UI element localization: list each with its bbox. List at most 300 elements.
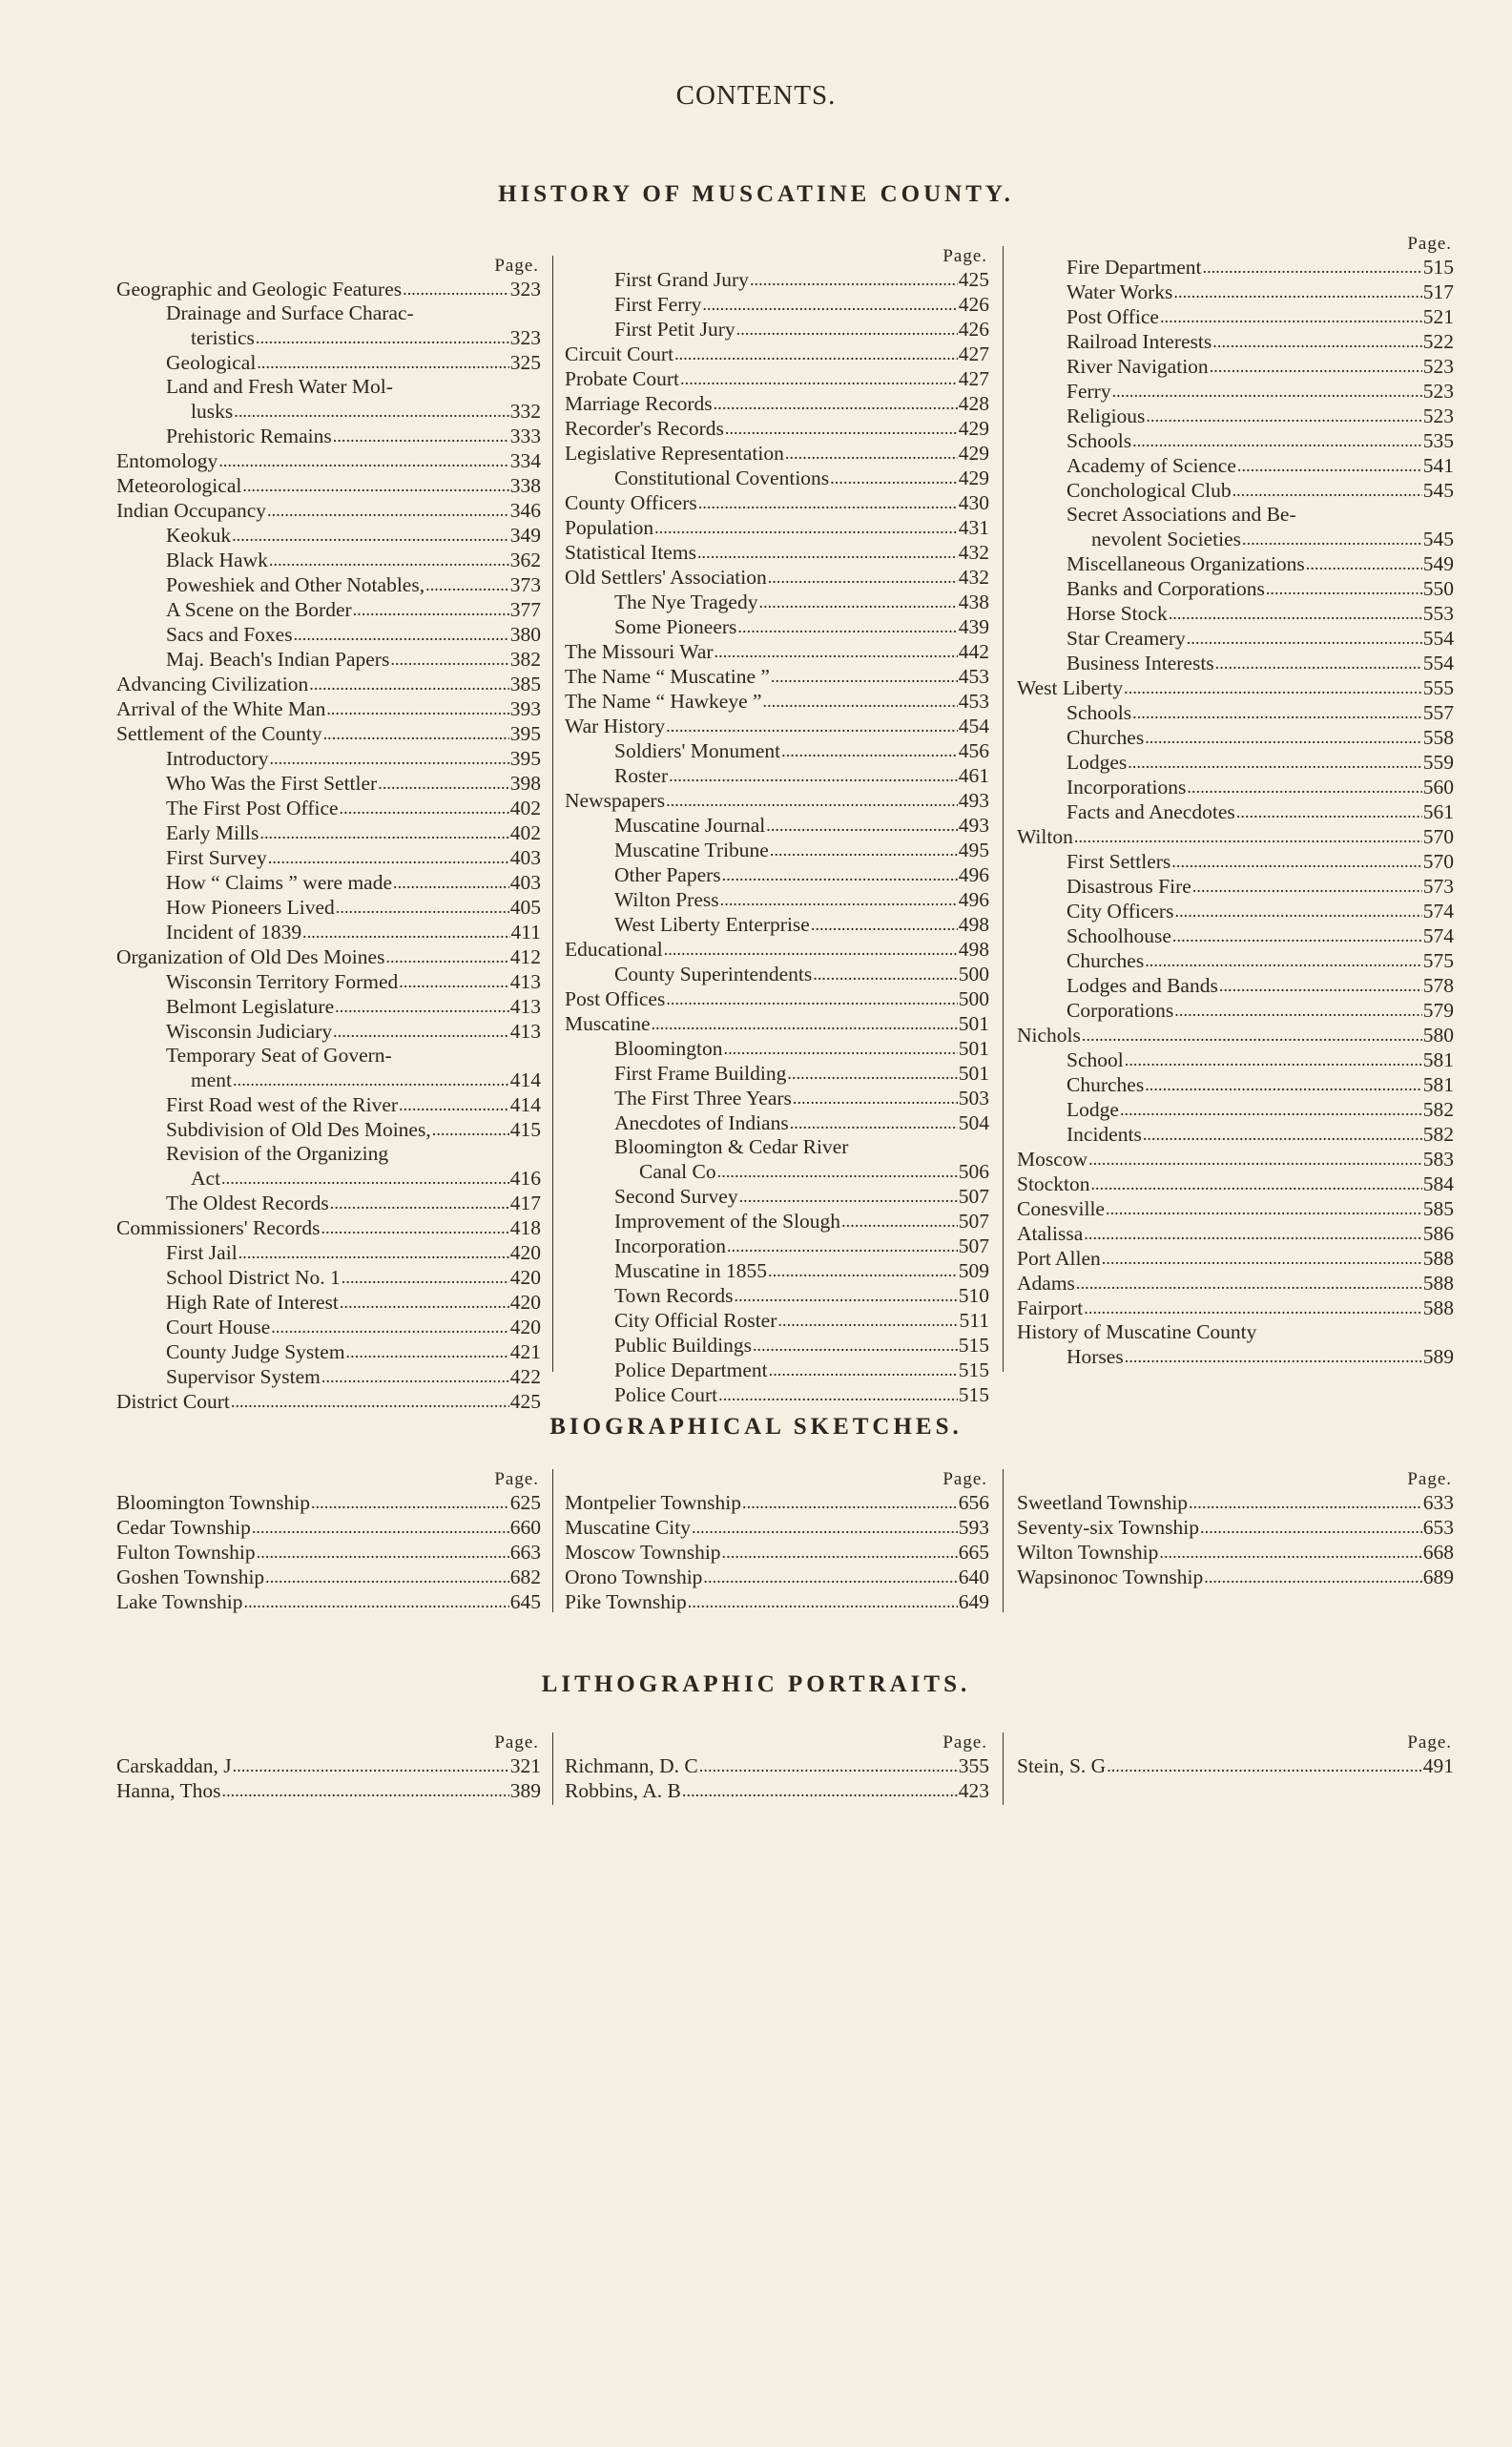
toc-entry (565, 490, 989, 515)
toc-entry (565, 1036, 989, 1061)
toc-entry (1017, 379, 1454, 404)
toc-entry-page: 380 (509, 623, 541, 646)
dot-leader (1306, 551, 1422, 576)
toc-entry (565, 317, 989, 342)
dot-leader (1174, 998, 1421, 1023)
toc-entry-title: The Name “ Hawkeye ” (565, 690, 762, 713)
toc-entry-page: 493 (958, 789, 989, 812)
toc-entry-title: Marriage Records (565, 392, 713, 415)
page-column-label: Page. (494, 1732, 539, 1752)
dot-leader (758, 590, 957, 614)
toc-entry (1017, 1565, 1454, 1589)
toc-entry (1017, 551, 1454, 576)
toc-entry (565, 1234, 989, 1258)
toc-entry (1017, 329, 1454, 354)
toc-entry (1017, 973, 1454, 998)
dot-leader (770, 838, 958, 862)
toc-entry-title: Constitutional Coventions (614, 467, 830, 489)
toc-entry-page: 593 (958, 1516, 989, 1539)
toc-entry-title: First Settlers (1067, 850, 1171, 873)
toc-entry (1017, 601, 1454, 626)
toc-entry (565, 738, 989, 763)
dot-leader (811, 912, 958, 937)
toc-entry-page: 580 (1422, 1024, 1454, 1047)
dot-leader (698, 490, 958, 515)
toc-entry-title: First Frame Building (614, 1062, 787, 1085)
toc-entry-title: Bloomington & Cedar River (614, 1135, 849, 1158)
dot-leader (692, 1515, 958, 1540)
toc-entry (116, 1068, 541, 1092)
toc-entry-title: Police Department (614, 1358, 768, 1381)
lithographic-heading: LITHOGRAPHIC PORTRAITS. (541, 1671, 971, 1697)
dot-leader (346, 1339, 509, 1364)
toc-entry (116, 672, 541, 696)
dot-leader (425, 572, 509, 597)
toc-entry-title: Subdivision of Old Des Moines, (166, 1118, 431, 1141)
toc-entry-page: 515 (1422, 256, 1454, 279)
history-column-3 (1017, 234, 1454, 1369)
toc-entry-page: 500 (958, 987, 989, 1010)
toc-entry (1017, 1753, 1454, 1778)
dot-leader (753, 1333, 958, 1358)
toc-entry-title: Canal Co (639, 1160, 716, 1183)
toc-entry-page: 427 (958, 367, 989, 390)
toc-entry (116, 721, 541, 746)
dot-leader (787, 1061, 957, 1086)
toc-entry (565, 1061, 989, 1086)
toc-entry-page: 421 (509, 1340, 541, 1363)
toc-entry-title: Land and Fresh Water Mol- (166, 375, 393, 398)
dot-leader (232, 523, 509, 548)
toc-entry-title: Fulton Township (116, 1541, 256, 1564)
dot-leader (1204, 1565, 1422, 1589)
toc-entry (116, 1490, 541, 1515)
toc-entry-title: Wisconsin Judiciary (166, 1020, 333, 1043)
dot-leader (1125, 1047, 1422, 1072)
toc-entry-title: History of Muscatine County (1017, 1320, 1257, 1343)
dot-leader (1173, 280, 1421, 304)
dot-leader (234, 399, 509, 424)
toc-entry-title: First Road west of the River (166, 1093, 399, 1116)
biographical-column-2 (565, 1469, 1004, 1612)
toc-entry (565, 267, 989, 292)
toc-entry-page: 668 (1422, 1541, 1454, 1564)
toc-entry-title: Commissioners' Records (116, 1216, 321, 1239)
toc-entry-page: 413 (509, 970, 541, 993)
toc-entry-page: 582 (1422, 1098, 1454, 1121)
toc-entry-page: 417 (509, 1192, 541, 1214)
page-column-label: Page. (1407, 1469, 1452, 1489)
toc-entry-page: 420 (509, 1266, 541, 1289)
toc-entry-page: 522 (1422, 330, 1454, 353)
toc-entry-page: 321 (509, 1754, 541, 1777)
dot-leader (385, 944, 508, 969)
dot-leader (302, 920, 509, 944)
toc-entry-title: First Survey (166, 846, 267, 869)
page-column-label: Page. (494, 256, 539, 276)
toc-entry-page: 515 (958, 1358, 989, 1381)
toc-entry-page: 423 (958, 1779, 989, 1802)
biographical-heading: BIOGRAPHICAL SKETCHES. (549, 1414, 963, 1440)
toc-entry-title: War History (565, 715, 666, 737)
toc-entry (116, 1265, 541, 1290)
toc-entry (116, 1515, 541, 1540)
dot-leader (238, 1240, 509, 1265)
toc-entry (116, 424, 541, 448)
toc-entry (565, 1778, 989, 1803)
dot-leader (688, 1589, 958, 1614)
toc-entry (1017, 775, 1454, 799)
dot-leader (666, 788, 958, 813)
toc-entry-page: 507 (958, 1234, 989, 1257)
toc-entry-page: 334 (509, 449, 541, 472)
dot-leader (714, 391, 958, 416)
dot-leader (737, 614, 957, 639)
toc-entry-title: River Navigation (1067, 355, 1209, 378)
toc-entry-title: Stein, S. G (1017, 1754, 1107, 1777)
toc-entry-title: Schools (1067, 701, 1132, 724)
toc-entry-page: 523 (1422, 380, 1454, 403)
toc-entry-page: 553 (1422, 602, 1454, 625)
toc-entry-title: Corporations (1067, 999, 1174, 1022)
toc-entry-page: 422 (509, 1365, 541, 1388)
toc-entry (565, 1490, 989, 1515)
toc-entry-page: 346 (509, 499, 541, 522)
toc-entry (116, 1191, 541, 1215)
toc-entry (116, 870, 541, 895)
biographical-column-3 (1017, 1469, 1454, 1589)
toc-entry-page: 439 (958, 615, 989, 638)
toc-entry-title: Entomology (116, 449, 218, 472)
lithographic-column-1 (116, 1732, 553, 1805)
dot-leader (768, 565, 958, 590)
dot-leader (1219, 973, 1422, 998)
toc-entry-title: Advancing Civilization (116, 673, 309, 695)
dot-leader (309, 672, 509, 696)
toc-entry-title: Soldiers' Monument (614, 739, 781, 762)
toc-entry-title: Revision of the Organizing (166, 1142, 389, 1165)
toc-entry (116, 1092, 541, 1117)
toc-entry-page: 645 (509, 1590, 541, 1613)
toc-entry-title: Statistical Items (565, 541, 696, 564)
dot-leader (652, 1011, 958, 1036)
toc-entry-title: Adams (1017, 1272, 1075, 1295)
toc-entry-title: Who Was the First Settler (166, 772, 378, 795)
toc-entry (1017, 478, 1454, 503)
toc-entry-title: West Liberty (1017, 676, 1124, 699)
toc-entry (116, 277, 541, 301)
toc-entry (1017, 354, 1454, 379)
toc-entry-title: Banks and Corporations (1067, 577, 1265, 600)
dot-leader (1145, 1072, 1422, 1097)
toc-entry-title: Orono Township (565, 1566, 703, 1588)
toc-entry-page: 663 (509, 1541, 541, 1564)
toc-entry (116, 325, 541, 350)
toc-entry-title: Probate Court (565, 367, 680, 390)
dot-leader (763, 689, 958, 714)
toc-entry-title: Seventy-six Township (1017, 1516, 1200, 1539)
toc-entry-title: Moscow Township (565, 1541, 721, 1564)
toc-entry-title: Legislative Representation (565, 442, 784, 465)
toc-entry-title: Carskaddan, J (116, 1754, 232, 1777)
toc-entry-title: Wisconsin Territory Formed (166, 970, 399, 993)
toc-entry (565, 1308, 989, 1333)
toc-entry (565, 639, 989, 664)
toc-entry-page: 429 (958, 467, 989, 489)
dot-leader (720, 887, 958, 912)
toc-entry-page: 557 (1422, 701, 1454, 724)
dot-leader (269, 746, 508, 771)
toc-entry-title: Sacs and Foxes (166, 623, 293, 646)
toc-entry-page: 503 (958, 1087, 989, 1109)
dot-leader (1125, 1344, 1422, 1369)
dot-leader (750, 267, 958, 292)
dot-leader (323, 721, 509, 746)
dot-leader (233, 1753, 509, 1778)
toc-entry-page: 403 (509, 846, 541, 869)
dot-leader (1236, 799, 1422, 824)
toc-entry-title: Post Office (1067, 305, 1159, 328)
dot-leader (233, 1068, 509, 1092)
toc-entry-title: Star Creamery (1067, 627, 1186, 650)
toc-entry-title: Fairport (1017, 1296, 1084, 1319)
toc-entry-page: 493 (958, 814, 989, 837)
toc-entry-page: 402 (509, 821, 541, 844)
dot-leader (771, 664, 958, 689)
toc-entry-title: Railroad Interests (1067, 330, 1212, 353)
toc-entry (565, 515, 989, 540)
toc-entry-page: 420 (509, 1241, 541, 1264)
toc-entry (116, 944, 541, 969)
toc-entry (1017, 1344, 1454, 1369)
toc-entry-title: Atalissa (1017, 1222, 1084, 1245)
toc-entry (1017, 1122, 1454, 1147)
dot-leader (735, 1283, 958, 1308)
dot-leader (664, 937, 958, 962)
toc-entry-title: Early Mills (166, 821, 259, 844)
toc-entry-page: 560 (1422, 776, 1454, 798)
toc-entry-page: 428 (958, 392, 989, 415)
dot-leader (335, 994, 509, 1019)
toc-entry (116, 1778, 541, 1803)
toc-entry-page: 682 (509, 1566, 541, 1588)
lithographic-column-2 (565, 1732, 1004, 1805)
toc-entry-title: Churches (1067, 1073, 1145, 1096)
toc-entry (1017, 899, 1454, 923)
toc-entry-title: teristics (191, 326, 255, 349)
toc-entry-page: 323 (509, 326, 541, 349)
dot-leader (793, 1086, 958, 1110)
toc-entry-title: Port Allen (1017, 1247, 1101, 1270)
toc-entry-title: Meteorological (116, 474, 242, 497)
toc-entry (565, 466, 989, 490)
toc-entry (1017, 725, 1454, 750)
toc-entry (1017, 255, 1454, 280)
toc-entry (1017, 1147, 1454, 1172)
dot-leader (257, 350, 508, 375)
dot-leader (326, 696, 508, 721)
toc-entry-page: 574 (1422, 924, 1454, 947)
toc-entry-page: 332 (509, 400, 541, 423)
dot-leader (666, 714, 958, 738)
toc-entry (116, 771, 541, 796)
dot-leader (1145, 948, 1422, 973)
page-column-label: Page. (1407, 1732, 1452, 1752)
toc-entry-title: Horse Stock (1067, 602, 1168, 625)
toc-entry-page: 554 (1422, 627, 1454, 650)
toc-entry-title: Lodge (1067, 1098, 1119, 1121)
toc-entry-page: 402 (509, 797, 541, 819)
toc-entry (1017, 626, 1454, 651)
toc-entry (116, 572, 541, 597)
dot-leader (330, 1191, 509, 1215)
toc-entry-page: 395 (509, 747, 541, 770)
dot-leader (1160, 304, 1422, 329)
toc-entry-page: 640 (958, 1566, 989, 1588)
toc-entry-page: 395 (509, 722, 541, 745)
toc-entry (565, 986, 989, 1011)
toc-entry-page: 558 (1422, 726, 1454, 749)
toc-entry-title: Bloomington (614, 1037, 723, 1060)
toc-entry-page: 429 (958, 442, 989, 465)
dot-leader (739, 1184, 958, 1209)
toc-entry-title: Schoolhouse (1067, 924, 1171, 947)
dot-leader (1187, 626, 1422, 651)
dot-leader (1090, 1172, 1421, 1196)
toc-entry (116, 647, 541, 672)
toc-entry-page: 377 (509, 598, 541, 621)
toc-entry-page: 515 (958, 1383, 989, 1406)
dot-leader (269, 548, 509, 572)
dot-leader (790, 1110, 958, 1135)
toc-entry (565, 1159, 989, 1184)
toc-entry-page: 660 (509, 1516, 541, 1539)
toc-entry (565, 590, 989, 614)
toc-entry (1017, 1196, 1454, 1221)
toc-entry-page: 415 (509, 1118, 541, 1141)
toc-entry (1017, 1172, 1454, 1196)
dot-leader (265, 1565, 509, 1589)
dot-leader (717, 1159, 958, 1184)
dot-leader (257, 1540, 509, 1565)
toc-entry (116, 1240, 541, 1265)
toc-entry-title: Robbins, A. B (565, 1779, 681, 1802)
toc-entry-title: Muscatine Journal (614, 814, 766, 837)
toc-entry (565, 813, 989, 838)
toc-entry (1017, 998, 1454, 1023)
toc-entry (565, 1209, 989, 1234)
dot-leader (742, 1490, 958, 1515)
toc-entry-page: 507 (958, 1210, 989, 1233)
toc-entry-page: 523 (1422, 404, 1454, 427)
toc-entry-title: Old Settlers' Association (565, 566, 767, 589)
toc-entry-page: 625 (509, 1491, 541, 1514)
dot-leader (342, 1265, 509, 1290)
toc-entry-title: Maj. Beach's Indian Papers (166, 648, 390, 671)
toc-entry-page: 581 (1422, 1048, 1454, 1071)
toc-entry-continued (1017, 503, 1454, 527)
dot-leader (1128, 750, 1421, 775)
toc-entry-page: 550 (1422, 577, 1454, 600)
dot-leader (294, 622, 509, 647)
dot-leader (399, 969, 508, 994)
dot-leader (736, 317, 958, 342)
toc-entry (565, 1110, 989, 1135)
dot-leader (378, 771, 509, 796)
toc-entry-page: 405 (509, 896, 541, 919)
dot-leader (243, 1589, 508, 1614)
toc-entry-title: Secret Associations and Be- (1067, 503, 1296, 526)
toc-entry (565, 366, 989, 391)
dot-leader (1084, 1221, 1421, 1246)
toc-entry (565, 714, 989, 738)
toc-entry-page: 588 (1422, 1296, 1454, 1319)
toc-entry-page: 427 (958, 342, 989, 365)
toc-entry-page: 656 (958, 1491, 989, 1514)
page-column-label: Page. (1407, 234, 1452, 254)
toc-entry-continued (116, 375, 541, 399)
toc-entry-title: Churches (1067, 949, 1145, 972)
toc-entry-title: Improvement of the Slough (614, 1210, 841, 1233)
toc-entry (116, 622, 541, 647)
toc-entry-page: 416 (509, 1167, 541, 1190)
toc-entry (116, 1364, 541, 1389)
dot-leader (766, 813, 958, 838)
toc-entry-title: Schools (1067, 429, 1132, 452)
toc-entry-page: 554 (1422, 652, 1454, 674)
toc-entry-page: 453 (958, 690, 989, 713)
dot-leader (1132, 428, 1422, 453)
toc-entry-title: Wilton Township (1017, 1541, 1159, 1564)
toc-entry (565, 664, 989, 689)
toc-entry (116, 1290, 541, 1315)
toc-entry-title: County Officers (565, 491, 697, 514)
toc-entry-page: 545 (1422, 528, 1454, 550)
dot-leader (699, 1753, 958, 1778)
toc-entry-title: ment (191, 1068, 232, 1091)
toc-entry (1017, 824, 1454, 849)
toc-entry-title: Water Works (1067, 280, 1173, 303)
toc-entry (116, 1315, 541, 1339)
toc-entry-title: The First Post Office (166, 797, 339, 819)
toc-entry-page: 541 (1422, 454, 1454, 477)
toc-entry (116, 350, 541, 375)
toc-entry-page: 461 (958, 764, 989, 787)
toc-entry-title: School (1067, 1048, 1124, 1071)
toc-entry-title: Hanna, Thos (116, 1779, 221, 1802)
dot-leader (674, 342, 958, 366)
dot-leader (256, 325, 509, 350)
dot-leader (841, 1209, 958, 1234)
dot-leader (311, 1490, 509, 1515)
toc-entry (565, 292, 989, 317)
toc-entry-title: nevolent Societies (1091, 528, 1242, 550)
toc-entry-page: 575 (1422, 949, 1454, 972)
dot-leader (1084, 1296, 1421, 1320)
dot-leader (781, 738, 958, 763)
toc-entry-page: 545 (1422, 479, 1454, 502)
toc-entry-page: 555 (1422, 676, 1454, 699)
dot-leader (221, 1166, 509, 1191)
toc-entry-page: 586 (1422, 1222, 1454, 1245)
toc-entry-page: 420 (509, 1291, 541, 1314)
toc-entry-title: The Missouri War (565, 640, 714, 663)
toc-entry (565, 391, 989, 416)
toc-entry (1017, 1221, 1454, 1246)
toc-entry-page: 498 (958, 938, 989, 961)
toc-entry-title: Geographic and Geologic Features (116, 278, 403, 301)
dot-leader (1215, 651, 1422, 675)
